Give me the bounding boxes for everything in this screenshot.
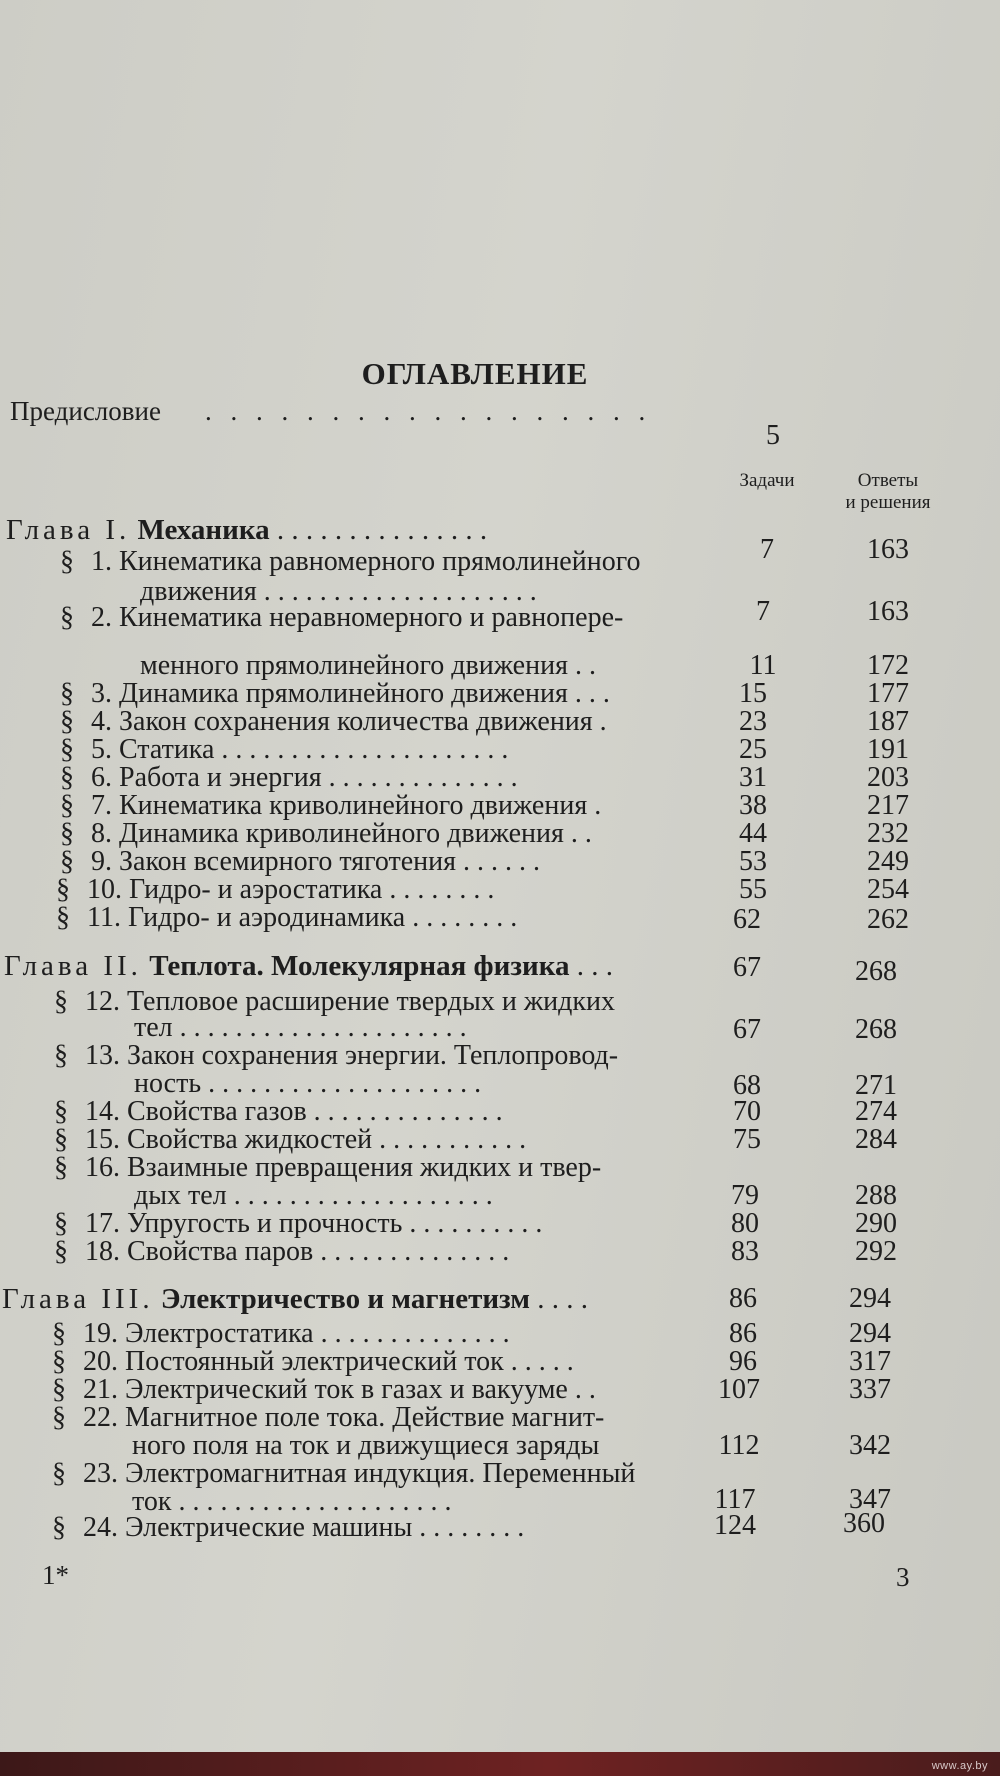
section-number: 4. bbox=[91, 706, 112, 737]
section-number: 12. bbox=[85, 986, 120, 1017]
section-number: 9. bbox=[91, 846, 112, 877]
section-tasks-page: 107 bbox=[718, 1374, 760, 1405]
section-number: 15. bbox=[85, 1124, 120, 1155]
section-sign: § bbox=[54, 1096, 68, 1127]
section-title-line2: движения . . . . . . . . . . . . . . . . . . . . bbox=[140, 576, 537, 607]
chapter-1-title: Механика bbox=[137, 514, 270, 546]
section-answers-page: 360 bbox=[843, 1508, 885, 1539]
section-sign: § bbox=[54, 1152, 68, 1183]
section-answers-page: 249 bbox=[867, 846, 909, 877]
section-title-line1: Электрические машины . . . . . . . . bbox=[125, 1512, 525, 1543]
section-number: 1. bbox=[91, 546, 112, 577]
section-title-line1: Электромагнитная индукция. Переменный bbox=[125, 1458, 636, 1489]
section-title-line1: Электрический ток в газах и вакууме . . bbox=[125, 1374, 596, 1405]
section-answers-page: 288 bbox=[855, 1180, 897, 1211]
section-title-line2: ного поля на ток и движущиеся заряды bbox=[132, 1430, 600, 1461]
section-tasks-page: 44 bbox=[739, 818, 767, 849]
section-row bbox=[60, 602, 623, 634]
section-tasks-page: 96 bbox=[729, 1346, 757, 1377]
chapter-3-word: Глава III. bbox=[2, 1283, 154, 1315]
section-sign: § bbox=[52, 1458, 66, 1489]
section-title-line1: Электростатика . . . . . . . . . . . . . . bbox=[125, 1318, 510, 1349]
section-title-line1: Гидро- и аэростатика . . . . . . . . bbox=[129, 874, 495, 905]
section-answers-page: 163 bbox=[867, 596, 909, 627]
section-tasks-page: 23 bbox=[739, 706, 767, 737]
section-tasks-page: 86 bbox=[729, 1318, 757, 1349]
section-tasks-page: 15 bbox=[739, 678, 767, 709]
section-title-line1: Свойства жидкостей . . . . . . . . . . . bbox=[127, 1124, 527, 1155]
section-number: 11. bbox=[87, 902, 121, 933]
section-title-line1: Работа и энергия . . . . . . . . . . . . . . bbox=[119, 762, 518, 793]
section-answers-page: 290 bbox=[855, 1208, 897, 1239]
section-number: 6. bbox=[91, 762, 112, 793]
section-tasks-page: 79 bbox=[731, 1180, 759, 1211]
section-answers-page: 317 bbox=[849, 1346, 891, 1377]
section-answers-page: 337 bbox=[849, 1374, 891, 1405]
section-answers-page: 262 bbox=[867, 904, 909, 935]
section-sign: § bbox=[60, 602, 74, 633]
section-tasks-page: 25 bbox=[739, 734, 767, 765]
section-answers-page: 191 bbox=[867, 734, 909, 765]
table-surface bbox=[0, 1752, 1000, 1776]
section-sign: § bbox=[60, 846, 74, 877]
section-answers-page: 203 bbox=[867, 762, 909, 793]
section-number: 2. bbox=[91, 602, 112, 633]
section-tasks-page: 68 bbox=[733, 1070, 761, 1101]
chapter-3-title: Электричество и магнетизм bbox=[160, 1283, 531, 1315]
section-answers-page: 172 bbox=[867, 650, 909, 681]
section-sign: § bbox=[54, 1208, 68, 1239]
section-sign: § bbox=[52, 1318, 66, 1349]
section-row bbox=[60, 546, 641, 578]
section-sign: § bbox=[54, 1236, 68, 1267]
section-sign: § bbox=[52, 1512, 66, 1543]
section-sign: § bbox=[54, 1124, 68, 1155]
section-tasks-page: 83 bbox=[731, 1236, 759, 1267]
section-title-line1: Взаимные превращения жидких и твер- bbox=[127, 1152, 602, 1183]
section-row bbox=[54, 1236, 509, 1268]
section-answers-page: 177 bbox=[867, 678, 909, 709]
section-title-line1: Закон сохранения количества движения . bbox=[119, 706, 607, 737]
section-title-line1: Кинематика криволинейного движения . bbox=[119, 790, 602, 821]
section-tasks-page: 80 bbox=[731, 1208, 759, 1239]
section-row bbox=[52, 1512, 524, 1544]
section-title-line1: Гидро- и аэродинамика . . . . . . . . bbox=[127, 902, 518, 933]
section-number: 17. bbox=[85, 1208, 120, 1239]
section-row bbox=[56, 902, 517, 934]
section-sign: § bbox=[60, 734, 74, 765]
section-sign: § bbox=[60, 678, 74, 709]
section-title-line1: Динамика прямолинейного движения . . . bbox=[119, 678, 610, 709]
section-number: 20. bbox=[83, 1346, 118, 1377]
section-sign: § bbox=[52, 1346, 66, 1377]
section-number: 18. bbox=[85, 1236, 120, 1267]
section-tasks-page: 75 bbox=[733, 1124, 761, 1155]
preface-leader-dots: . . . . . . . . . . . . . . . . . . bbox=[205, 396, 652, 426]
section-sign: § bbox=[56, 874, 70, 905]
section-answers-page: 342 bbox=[849, 1430, 891, 1461]
section-number: 16. bbox=[85, 1152, 120, 1183]
section-number: 3. bbox=[91, 678, 112, 709]
section-title-line1: Динамика криволинейного движения . . bbox=[119, 818, 592, 849]
preface-label: Предисловие bbox=[10, 396, 161, 426]
section-answers-page: 254 bbox=[867, 874, 909, 905]
section-answers-page: 294 bbox=[849, 1318, 891, 1349]
section-title-line1: Статика . . . . . . . . . . . . . . . . . . . . . bbox=[119, 734, 509, 765]
section-sign: § bbox=[60, 706, 74, 737]
section-answers-page: 274 bbox=[855, 1096, 897, 1127]
section-title-line1: Закон сохранения энергии. Теплопровод- bbox=[127, 1040, 619, 1071]
chapter-3-tasks-page: 86 bbox=[729, 1283, 757, 1314]
section-title-line1: Тепловое расширение твердых и жидких bbox=[127, 986, 616, 1017]
section-sign: § bbox=[54, 1040, 68, 1071]
section-sign: § bbox=[56, 902, 70, 933]
section-sign: § bbox=[60, 762, 74, 793]
section-answers-page: 292 bbox=[855, 1236, 897, 1267]
section-number: 19. bbox=[83, 1318, 118, 1349]
section-title-line1: Закон всемирного тяготения . . . . . . bbox=[119, 846, 541, 877]
section-tasks-page: 7 bbox=[756, 596, 770, 627]
section-title-line1: Кинематика неравномерного и равнопере- bbox=[119, 602, 624, 633]
chapter-1-dots: . . . . . . . . . . . . . . . bbox=[276, 514, 488, 546]
section-number: 13. bbox=[85, 1040, 120, 1071]
section-tasks-page: 112 bbox=[718, 1430, 760, 1461]
section-tasks-page: 53 bbox=[739, 846, 767, 877]
section-sign: § bbox=[60, 546, 74, 577]
section-tasks-page: 62 bbox=[733, 904, 761, 935]
section-number: 10. bbox=[87, 874, 122, 905]
section-answers-page: 217 bbox=[867, 790, 909, 821]
section-title-line1: Свойства газов . . . . . . . . . . . . . . bbox=[127, 1096, 503, 1127]
answers-column-header-line1: Ответы bbox=[857, 470, 919, 491]
chapter-3-answers-page: 294 bbox=[849, 1283, 891, 1314]
section-number: 21. bbox=[83, 1374, 118, 1405]
chapter-1-heading bbox=[6, 514, 487, 547]
section-answers-page: 347 bbox=[849, 1484, 891, 1515]
section-tasks-page: 70 bbox=[733, 1096, 761, 1127]
section-answers-page: 268 bbox=[855, 1014, 897, 1045]
section-title-line2: дых тел . . . . . . . . . . . . . . . . . . . bbox=[134, 1180, 493, 1211]
section-number: 5. bbox=[91, 734, 112, 765]
chapter-2-heading bbox=[4, 950, 613, 983]
section-answers-page: 232 bbox=[867, 818, 909, 849]
section-sign: § bbox=[60, 818, 74, 849]
section-answers-page: 271 bbox=[855, 1070, 897, 1101]
chapter-2-tasks-page: 67 bbox=[733, 952, 761, 983]
section-tasks-page: 11 bbox=[749, 650, 777, 681]
site-watermark: www.ay.by bbox=[931, 1760, 988, 1772]
chapter-1-word: Глава I. bbox=[6, 514, 131, 546]
section-title-line2: тел . . . . . . . . . . . . . . . . . . . . . bbox=[134, 1012, 467, 1043]
section-sign: § bbox=[52, 1374, 66, 1405]
section-sign: § bbox=[60, 790, 74, 821]
chapter-1-tasks-page: 7 bbox=[760, 534, 774, 565]
section-title-line2: ность . . . . . . . . . . . . . . . . . . . . bbox=[134, 1068, 482, 1099]
chapter-2-dots: . . . bbox=[576, 950, 613, 982]
section-number: 22. bbox=[83, 1402, 118, 1433]
section-number: 23. bbox=[83, 1458, 118, 1489]
section-title-line1: Упругость и прочность . . . . . . . . . . bbox=[127, 1208, 543, 1239]
preface-page: 5 bbox=[766, 420, 780, 451]
section-title-line1: Магнитное поле тока. Действие магнит- bbox=[125, 1402, 605, 1433]
chapter-3-dots: . . . . bbox=[537, 1283, 589, 1315]
section-answers-page: 187 bbox=[867, 706, 909, 737]
printer-signature-mark: 1* bbox=[42, 1560, 69, 1590]
section-tasks-page: 31 bbox=[739, 762, 767, 793]
section-tasks-page: 55 bbox=[739, 874, 767, 905]
section-number: 24. bbox=[83, 1512, 118, 1543]
section-title-line2: менного прямолинейного движения . . bbox=[140, 650, 596, 681]
section-number: 7. bbox=[91, 790, 112, 821]
section-tasks-page: 38 bbox=[739, 790, 767, 821]
section-number: 8. bbox=[91, 818, 112, 849]
section-tasks-page: 67 bbox=[733, 1014, 761, 1045]
chapter-3-heading bbox=[2, 1283, 588, 1316]
answers-column-header-line2: и решения bbox=[845, 492, 931, 513]
section-sign: § bbox=[54, 986, 68, 1017]
section-sign: § bbox=[52, 1402, 66, 1433]
tasks-column-header: Задачи bbox=[739, 470, 795, 491]
section-number: 14. bbox=[85, 1096, 120, 1127]
section-title-line1: Свойства паров . . . . . . . . . . . . . . bbox=[127, 1236, 510, 1267]
chapter-2-answers-page: 268 bbox=[855, 956, 897, 987]
chapter-1-answers-page: 163 bbox=[867, 534, 909, 565]
section-title-line2: ток . . . . . . . . . . . . . . . . . . . . bbox=[132, 1486, 452, 1517]
chapter-2-title: Теплота. Молекулярная физика bbox=[149, 950, 570, 982]
chapter-2-word: Глава II. bbox=[4, 950, 142, 982]
page-title: ОГЛАВЛЕНИЕ bbox=[361, 356, 589, 391]
section-tasks-page: 124 bbox=[714, 1510, 756, 1541]
section-answers-page: 284 bbox=[855, 1124, 897, 1155]
section-title-line1: Постоянный электрический ток . . . . . bbox=[125, 1346, 574, 1377]
page-number: 3 bbox=[896, 1562, 910, 1592]
section-title-line1: Кинематика равномерного прямолинейного bbox=[119, 546, 641, 577]
section-tasks-page: 117 bbox=[714, 1484, 756, 1515]
